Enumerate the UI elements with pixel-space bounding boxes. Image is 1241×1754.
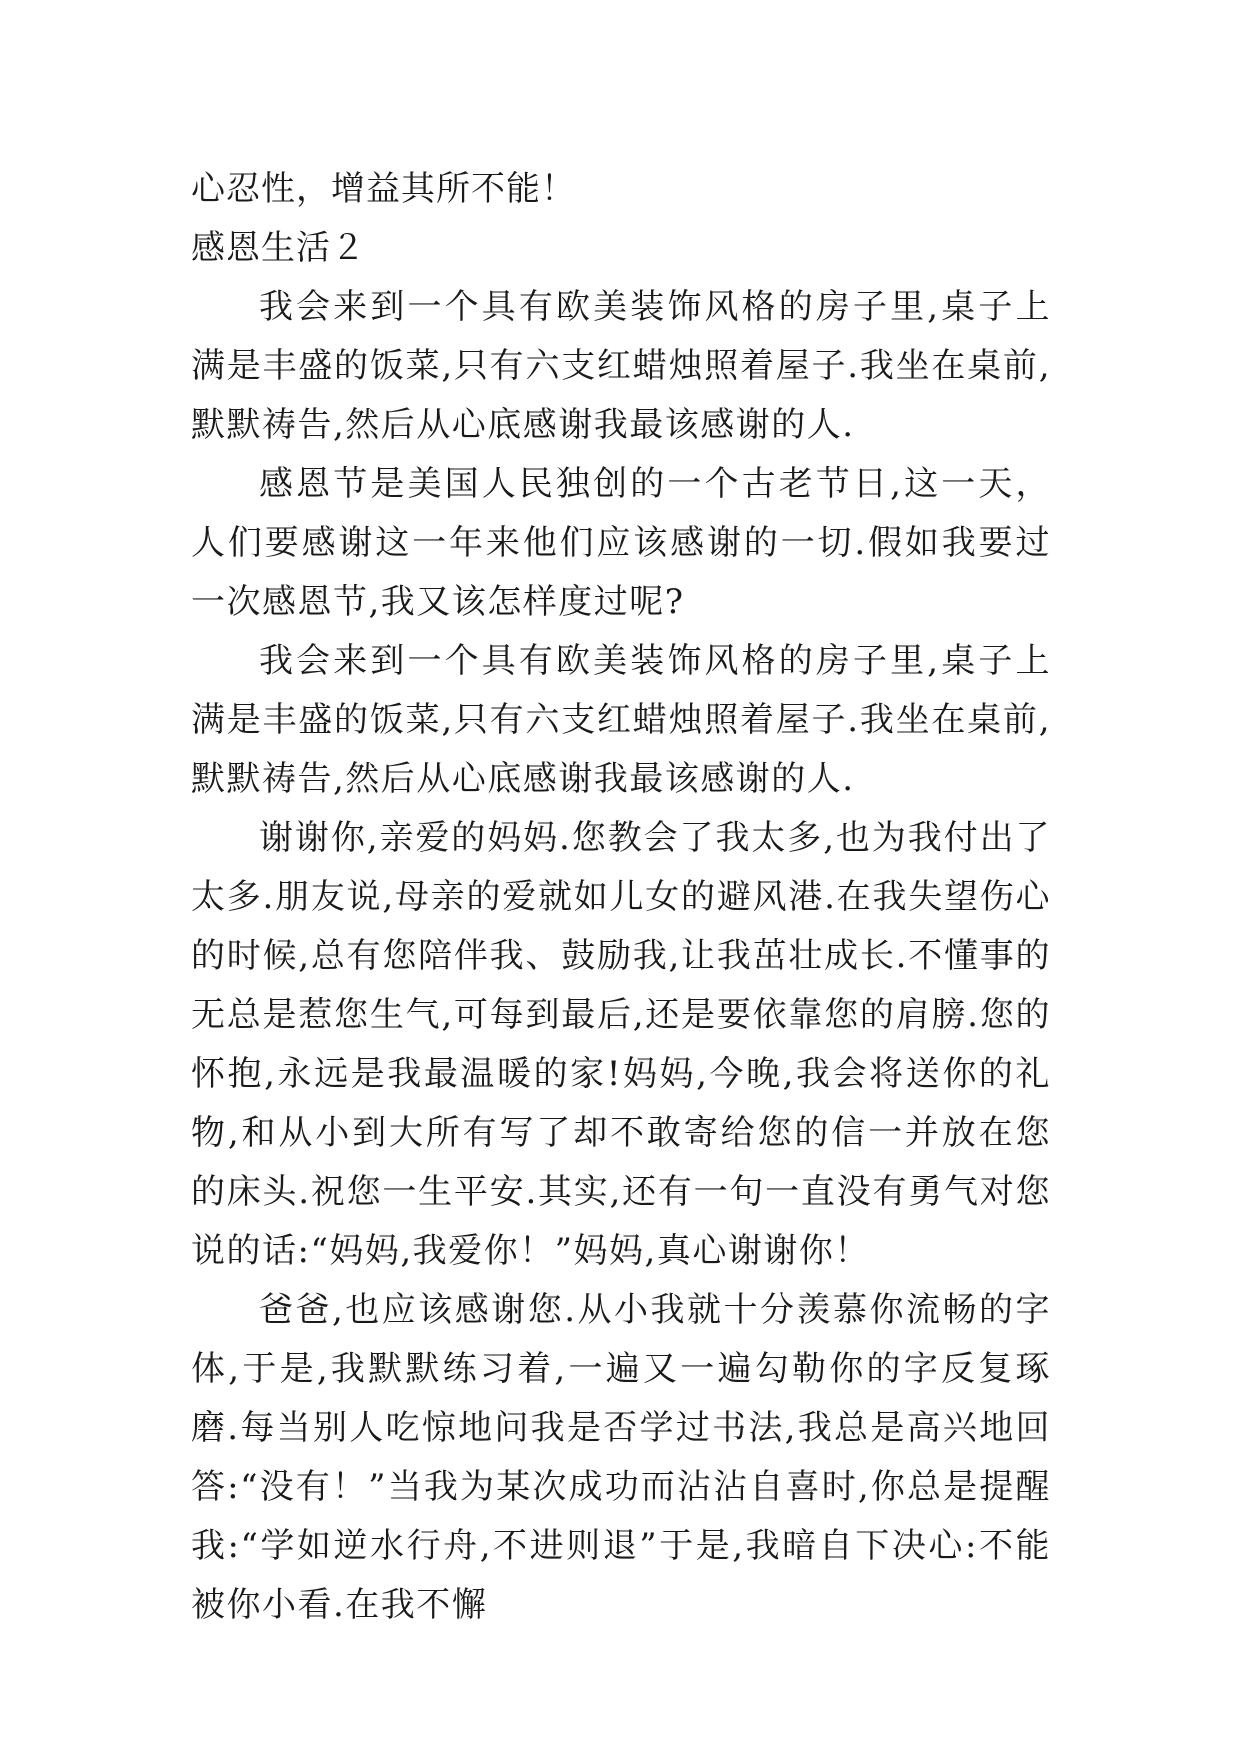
continuation-line: 心忍性，增益其所不能！: [191, 169, 576, 209]
section-heading: 感恩生活２: [191, 228, 366, 268]
document-body: [191, 160, 1051, 1635]
paragraph: 我会来到一个具有欧美装饰风格的房子里,桌子上满是丰盛的饭菜,只有六支红蜡烛照着屋子.我坐在桌前,默默祷告,然后从心底感谢我最该感谢的人.: [191, 287, 1051, 445]
paragraph: 感恩节是美国人民独创的一个古老节日,这一天， 人们要感谢这一年来他们应该感谢的一切.假如我要过一次感恩节,我又该怎样度过呢?: [191, 464, 1051, 622]
paragraph: 我会来到一个具有欧美装饰风格的房子里,桌子上满是丰盛的饭菜,只有六支红蜡烛照着屋子.我坐在桌前,默默祷告,然后从心底感谢我最该感谢的人.: [191, 641, 1051, 799]
paragraph: 谢谢你,亲爱的妈妈.您教会了我太多,也为我付出了太多.朋友说,母亲的爱就如儿女的避风港.在我失望伤心的时候,总有您陪伴我、鼓励我,让我茁壮成长.不懂事的无总是惹您生气,可每到最后,还是要依靠您的肩膀.您的怀抱,永远是我最温暖的家!妈妈,今晚,我会将送你的礼物,和从小到大所有写了却不敢寄给您的信一并放在您的床头.祝您一生平安.其实,还有一句一直没有勇气对您说的话:“妈妈,我爱你！”妈妈,真心谢谢你！: [191, 818, 1051, 1271]
paragraph: 爸爸,也应该感谢您.从小我就十分羡慕你流畅的字体,于是,我默默练习着,一遍又一遍勾勒你的字反复琢磨.每当别人吃惊地问我是否学过书法,我总是高兴地回答:“没有！”当我为某次成功而沾沾自喜时,你总是提醒我:“学如逆水行舟,不进则退”于是,我暗自下决心:不能被你小看.在我不懈: [191, 1290, 1051, 1625]
